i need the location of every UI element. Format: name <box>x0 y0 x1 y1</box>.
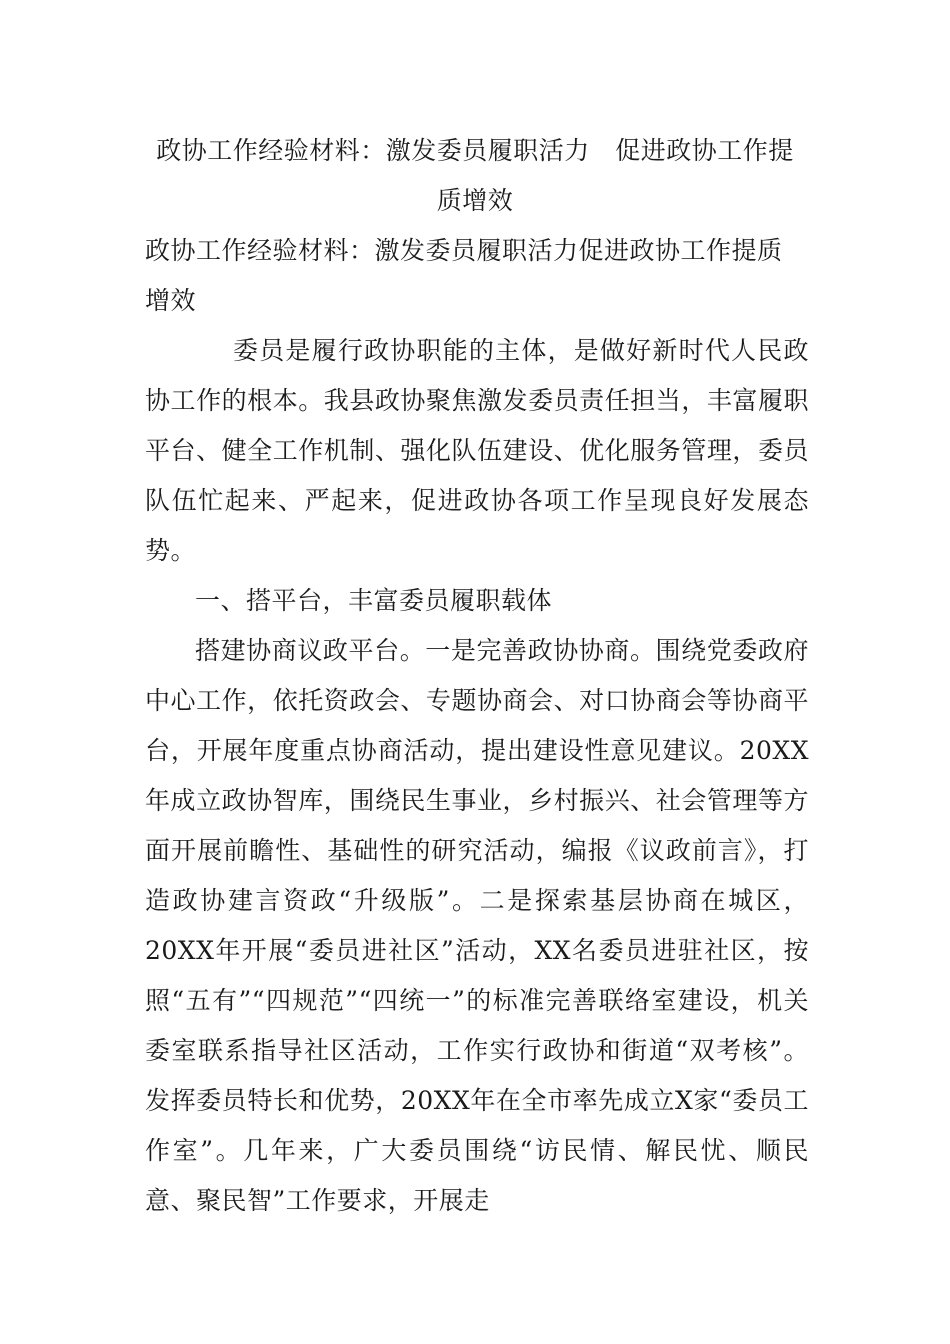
paragraph-platform: 搭建协商议政平台。一是完善政协协商。围绕党委政府中心工作，依托资政会、专题协商会、对口协商会等协商平台，开展年度重点协商活动，提出建设性意见建议。20XX年成立政协智库，围绕民生事业，乡村振兴、社会管理等方面开展前瞻性、基础性的研究活动，编报《议政前言》，打造政协建言资政“升级版”。二是探索基层协商在城区，20XX年开展“委员进社区”活动，XX名委员进驻社区，按照“五有”“四规范”“四统一”的标准完善联络室建设，机关委室联系指导社区活动，工作实行政协和街道“双考核”。发挥委员特长和优势，20XX年在全市率先成立X家“委员工作室”。几年来，广大委员围绕“访民情、解民忧、顺民意、聚民智”工作要求，开展走 <box>145 636 809 1215</box>
document-title <box>145 126 805 226</box>
section-heading-1: 一、搭平台，丰富委员履职载体 <box>195 586 553 615</box>
document-subtitle: 政协工作经验材料：激发委员履职活力促进政协工作提质增效 <box>145 236 783 315</box>
paragraph-intro: 委员是履行政协职能的主体，是做好新时代人民政协工作的根本。我县政协聚焦激发委员责任担当，丰富履职平台、健全工作机制、强化队伍建设、优化服务管理，委员队伍忙起来、严起来，促进政协各项工作呈现良好发展态势。 <box>145 336 809 565</box>
title-line-1: 政协工作经验材料：激发委员履职活力 促进政协工作提 <box>156 136 794 165</box>
title-line-2: 质增效 <box>436 186 514 215</box>
